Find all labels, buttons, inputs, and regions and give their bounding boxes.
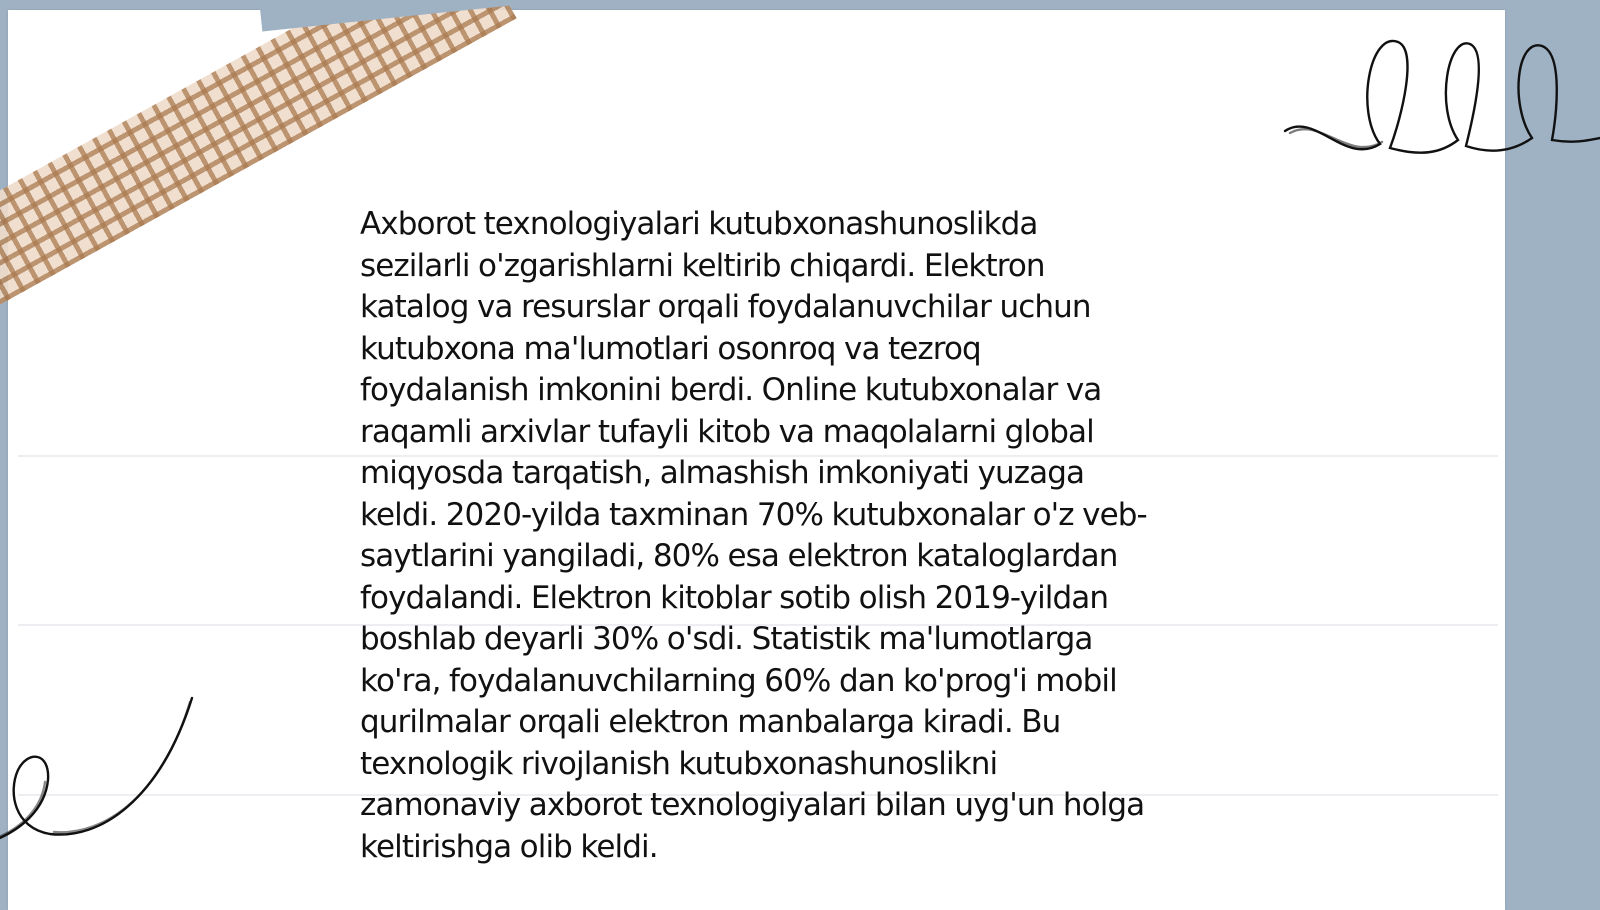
top-right-loop-doodle	[1290, 36, 1600, 166]
body-paragraph: Axborot texnologiyalari kutubxonashunoslikda sezilarli o'zgarishlarni keltirib chiqardi. Elektron katalog va resurslar orqali foydalanuvchilar uchun kutubxona ma'lumotlari osonroq va tezroq foydalanish imkonini berdi. Online kutubxonalar va raqamli arxivlar tufayli kitob va maqolalarni global miqyosda tarqatish, almashish imkoniyati yuzaga keldi. 2020-yilda taxminan 70% kutubxonalar o'z veb- saytlarini yangiladi, 80% esa elektron kataloglardan foydalandi. Elektron kitoblar sotib olish 2019-yildan boshlab deyarli 30% o'sdi. Statistik ma'lumotlarga ko'ra, foydalanuvchilarning 60% dan ko'prog'i mobil qurilmalar orqali elektron manbalarga kiradi. Bu texnologik rivojlanish kutubxonashunoslikni zamonaviy axborot texnologiyalari bilan uyg'un holga keltirishga olib keldi.	[360, 206, 1147, 865]
bottom-left-loop-doodle	[0, 690, 200, 850]
